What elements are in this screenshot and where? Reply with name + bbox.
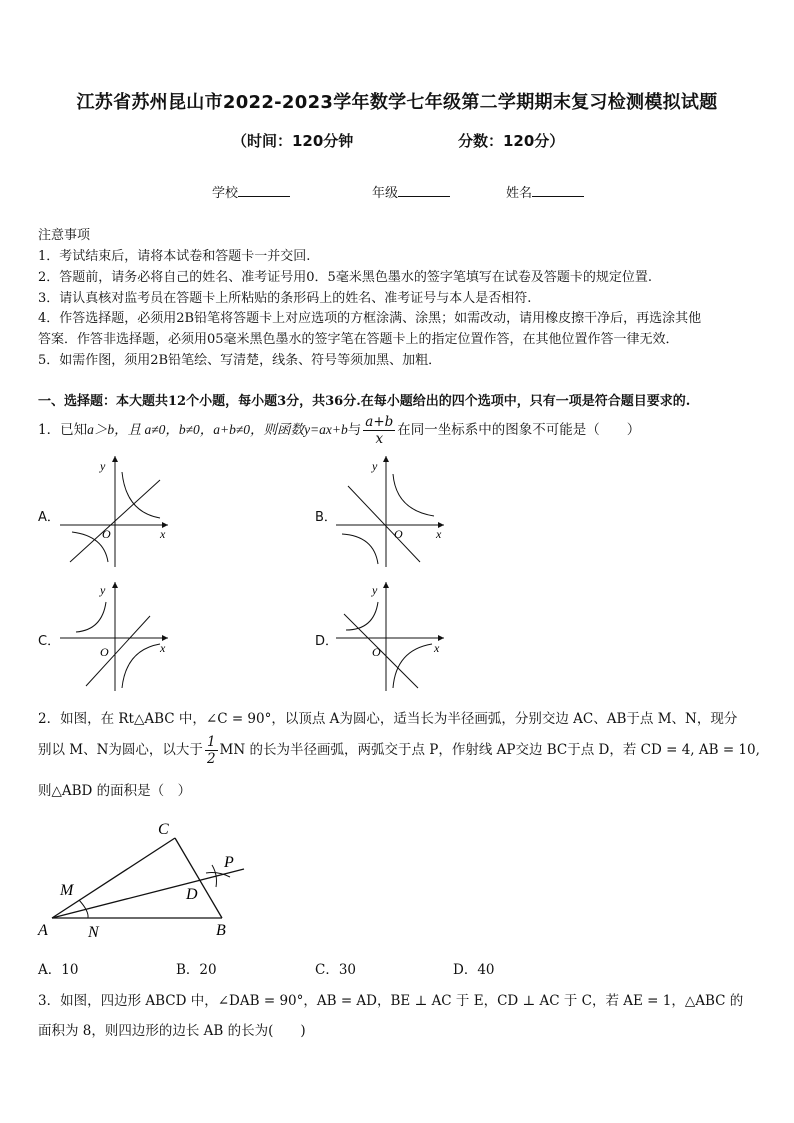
- question-2-line2: [38, 734, 760, 767]
- origin-label: O: [100, 645, 109, 659]
- question-3-line2: 面积为 8，则四边形的边长 AB 的长为( ): [38, 1023, 306, 1039]
- school-blank: [238, 184, 290, 197]
- q2-option-c: C．30: [315, 962, 357, 978]
- y-label: y: [100, 459, 106, 473]
- notice-item: 答案．作答非选择题，必须用05毫米黑色墨水的签字笔在答题卡上的指定位置作答，在其他位置作答一律无效．: [38, 332, 679, 347]
- grade-blank: [398, 184, 450, 197]
- hyperbola-branch: [122, 644, 160, 688]
- x-label: x: [434, 641, 440, 655]
- side-ac: [52, 838, 175, 918]
- y-arrow: [112, 456, 118, 462]
- question-1-stem: [38, 414, 640, 447]
- hyperbola-branch: [76, 602, 106, 632]
- hyperbola-branch: [393, 474, 434, 516]
- y-arrow: [112, 582, 118, 588]
- q1-fraction: [363, 414, 395, 447]
- hyperbola-branch: [122, 472, 160, 518]
- origin-label: O: [102, 527, 111, 541]
- side-cb: [175, 838, 222, 918]
- q1-frac-num: a+b: [365, 414, 394, 430]
- name-field: [506, 182, 584, 201]
- ray-ap: [52, 869, 244, 918]
- x-label: x: [160, 527, 166, 541]
- y-label: y: [372, 583, 378, 597]
- question-2-line1: 2．如图，在 Rt△ABC 中，∠C = 90°，以顶点 A为圆心，适当长为半径画弧，分别交边 AC、AB于点 M、N，现分: [38, 711, 738, 727]
- section-heading: 一、选择题：本大题共12个小题，每小题3分，共36分.在每小题给出的四个选项中，只有一项是符合题目要求的.: [38, 394, 691, 409]
- origin-label: O: [372, 645, 381, 659]
- origin-label: O: [394, 527, 403, 541]
- hyperbola-branch: [346, 602, 378, 630]
- notice-item: 3．请认真核对监考员在答题卡上所粘贴的条形码上的姓名、准考证号与本人是否相符.: [38, 291, 532, 306]
- linear-line: [344, 614, 418, 688]
- q2-option-d: D．40: [453, 962, 495, 978]
- q1-graph-b: [336, 452, 456, 570]
- exam-score: 分数：120分）: [458, 132, 565, 150]
- page-title: 江苏省苏州昆山市2022-2023学年数学七年级第二学期期末复习检测模拟试题: [76, 92, 718, 113]
- q1-option-c: C．: [38, 634, 61, 649]
- notice-item: 4．作答选择题，必须用2B铅笔将答题卡上对应选项的方框涂满、涂黑；如需改动，请用橡皮擦干净后，再选涂其他: [38, 311, 702, 326]
- point-m: M: [60, 882, 74, 899]
- point-a: A: [38, 922, 48, 939]
- y-arrow: [383, 582, 389, 588]
- school-label: 学校: [212, 186, 239, 201]
- point-d: D: [186, 886, 198, 903]
- grade-label: 年级: [372, 186, 399, 201]
- notice-heading: 注意事项: [38, 228, 91, 243]
- q1-mid: 与: [347, 422, 362, 438]
- q2-figure: [30, 815, 260, 945]
- q1-option-b: B．: [315, 510, 337, 525]
- question-3-line1: 3．如图，四边形 ABCD 中，∠DAB = 90°，AB = AD，BE ⊥ AC 于 E，CD ⊥ AC 于 C，若 AE = 1，△ABC 的: [38, 993, 744, 1009]
- q2-frac-num: 1: [206, 734, 216, 750]
- name-label: 姓名: [506, 186, 533, 201]
- q1-option-d: D．: [315, 634, 339, 649]
- point-p: P: [224, 854, 234, 871]
- q1-suffix: 在同一坐标系中的图象不可能是（ ）: [397, 422, 641, 438]
- y-label: y: [372, 459, 378, 473]
- q1-prefix: 1．已知: [38, 422, 88, 438]
- exam-time: （时间：120分钟: [232, 132, 354, 150]
- q2-line2b: MN 的长为半径画弧，两弧交于点 P，作射线 AP交边 BC于点 D，若 CD = 4, AB = 10,: [219, 742, 760, 758]
- point-n: N: [88, 924, 99, 941]
- school-field: [212, 182, 290, 201]
- point-c: C: [158, 821, 169, 838]
- hyperbola-branch: [342, 534, 378, 564]
- notice-item: 2．答题前，请务必将自己的姓名、准考证号用0．5毫米黑色墨水的签字笔填写在试卷及答题卡的规定位置.: [38, 270, 652, 285]
- x-label: x: [436, 527, 442, 541]
- question-2-line3: 则△ABD 的面积是（ ）: [38, 783, 192, 799]
- q2-frac-den: 2: [206, 751, 216, 767]
- q1-graph-d: [336, 576, 456, 694]
- y-arrow: [383, 456, 389, 462]
- hyperbola-branch: [393, 644, 432, 688]
- q1-option-a: A．: [38, 510, 60, 525]
- name-blank: [532, 184, 584, 197]
- point-b: B: [216, 922, 226, 939]
- q2-fraction: [205, 734, 218, 767]
- notice-item: 5．如需作图，须用2B铅笔绘、写清楚，线条、符号等须加黑、加粗．: [38, 353, 442, 368]
- q1-condition: a＞b，且 a≠0，b≠0，a+b≠0，则函数: [87, 422, 305, 437]
- q1-graph-c: [60, 576, 180, 694]
- q1-graph-a: [60, 452, 180, 570]
- q2-option-b: B．20: [176, 962, 217, 978]
- q2-line2a: 别以 M、N为圆心，以大于: [38, 742, 203, 758]
- q1-function: y=ax+b: [304, 422, 348, 437]
- q2-option-a: A．10: [38, 962, 79, 978]
- x-label: x: [160, 641, 166, 655]
- y-label: y: [100, 583, 106, 597]
- linear-line: [348, 486, 420, 562]
- linear-line: [86, 616, 150, 686]
- grade-field: [372, 182, 450, 201]
- notice-item: 1．考试结束后，请将本试卷和答题卡一并交回.: [38, 249, 311, 264]
- q1-frac-den: x: [375, 431, 384, 447]
